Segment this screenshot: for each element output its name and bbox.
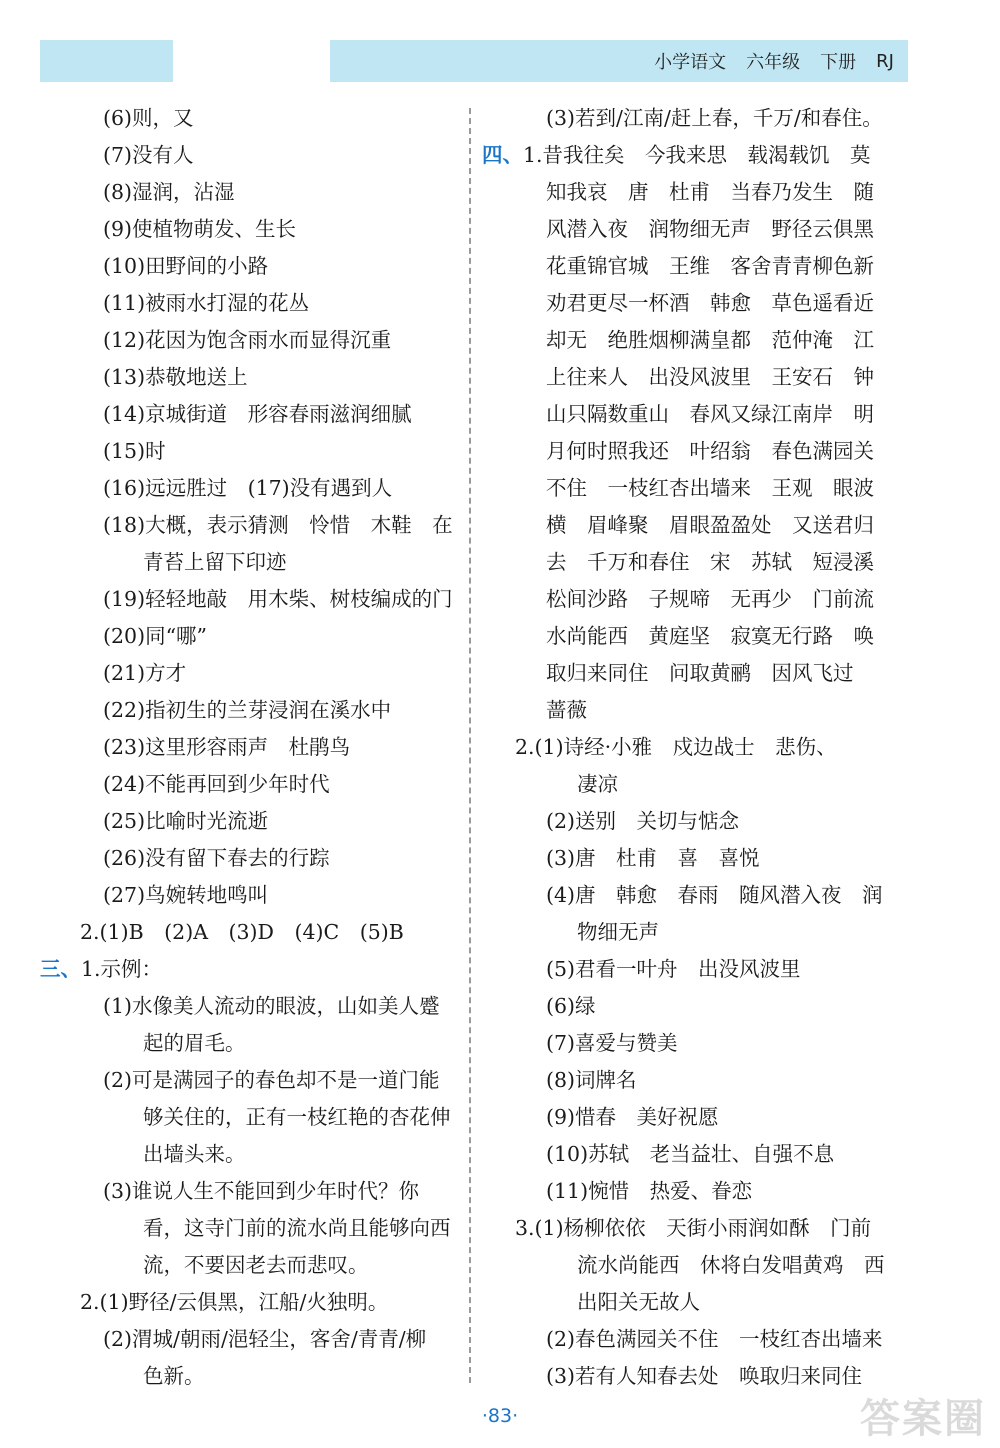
answer-text: 出阳关无故人: [577, 1290, 700, 1314]
answer-text: (6)则，又: [103, 106, 194, 130]
answer-text: 2.(1)诗经·小雅 戍边战士 悲伤、: [515, 735, 837, 759]
answer-text: 取归来同住 问取黄鹂 因风飞过: [546, 661, 854, 685]
answer-line: [40, 1247, 460, 1284]
answer-text: (13)恭敬地送上: [103, 365, 248, 389]
answer-line: [40, 581, 460, 618]
answer-text: 山只隔数重山 春风又绿江南岸 明: [546, 402, 874, 426]
answer-text: 3.(1)杨柳依依 天街小雨润如酥 门前: [515, 1216, 872, 1240]
answer-line: [482, 914, 912, 951]
answer-text: 月何时照我还 叶绍翁 春色满园关: [546, 439, 874, 463]
answer-line: [482, 396, 912, 433]
answer-line: [40, 1358, 460, 1395]
answer-line: [482, 1136, 912, 1173]
answer-line: [40, 1210, 460, 1247]
answer-text: (9)使植物萌发、生长: [103, 217, 297, 241]
answer-line: [482, 507, 912, 544]
answer-text: (21)方才: [103, 661, 187, 685]
answer-text: 上往来人 出没风波里 王安石 钟: [546, 365, 874, 389]
answer-line: [40, 1099, 460, 1136]
answer-text: (10)苏轼 老当益壮、自强不息: [546, 1142, 835, 1166]
answer-line: [482, 1247, 912, 1284]
answer-text: 凄凉: [577, 772, 618, 796]
answer-text: 花重锦官城 王维 客舍青青柳色新: [546, 254, 874, 278]
answer-text: 出墙头来。: [143, 1142, 246, 1166]
answer-line: [482, 100, 912, 137]
answer-line: [40, 396, 460, 433]
answer-text: 横 眉峰聚 眉眼盈盈处 又送君归: [546, 513, 874, 537]
answer-text: (27)鸟婉转地鸣叫: [103, 883, 269, 907]
right-column: [482, 100, 912, 1395]
header-subject: 小学语文: [654, 52, 727, 73]
answer-text: (7)没有人: [103, 143, 194, 167]
answer-text: (10)田野间的小路: [103, 254, 269, 278]
column-divider: [469, 108, 471, 1383]
answer-text: (6)绿: [546, 994, 596, 1018]
answer-line: [40, 951, 460, 988]
answer-text: 去 千万和春住 宋 苏轼 短浸溪: [546, 550, 874, 574]
answer-text: 色新。: [143, 1364, 205, 1388]
answer-line: [40, 655, 460, 692]
answer-line: [482, 1284, 912, 1321]
answer-line: [40, 359, 460, 396]
answer-text: 蔷薇: [546, 698, 587, 722]
header-band: [330, 40, 908, 82]
answer-line: [40, 470, 460, 507]
answer-line: [40, 137, 460, 174]
answer-text: 流水尚能西 休将白发唱黄鸡 西: [577, 1253, 885, 1277]
answer-line: [482, 1210, 912, 1247]
answer-line: [482, 581, 912, 618]
answer-text: (7)喜爱与赞美: [546, 1031, 678, 1055]
answer-text: (3)谁说人生不能回到少年时代？你: [103, 1179, 420, 1203]
answer-line: [482, 988, 912, 1025]
section-number: 四、: [482, 143, 523, 167]
answer-line: [40, 1173, 460, 1210]
answer-line: [40, 544, 460, 581]
answer-line: [482, 729, 912, 766]
answer-text: (26)没有留下春去的行踪: [103, 846, 330, 870]
answer-text: (3)唐 杜甫 喜 喜悦: [546, 846, 760, 870]
answer-line: [482, 655, 912, 692]
answer-line: [40, 1321, 460, 1358]
answer-text: 劝君更尽一杯酒 韩愈 草色遥看近: [546, 291, 874, 315]
answer-line: [40, 877, 460, 914]
answer-line: [40, 507, 460, 544]
answer-text: 青苔上留下印迹: [143, 550, 287, 574]
answer-line: [40, 174, 460, 211]
answer-line: [40, 1136, 460, 1173]
answer-line: [482, 766, 912, 803]
answer-line: [40, 322, 460, 359]
answer-text: 起的眉毛。: [143, 1031, 246, 1055]
answer-line: [482, 248, 912, 285]
answer-text: (20)同“哪”: [103, 624, 208, 648]
answer-line: [482, 1173, 912, 1210]
answer-text: (14)京城街道 形容春雨滋润细腻: [103, 402, 412, 426]
answer-line: [482, 1025, 912, 1062]
watermark-logo: 答案圈: [860, 1396, 986, 1442]
answer-text: (15)时: [103, 439, 166, 463]
answer-text: (16)远远胜过 (17)没有遇到人: [103, 476, 393, 500]
answer-text: 1.示例：: [81, 957, 163, 981]
answer-text: 水尚能西 黄庭坚 寂寞无行路 唤: [546, 624, 874, 648]
answer-text: (8)湿润，沾湿: [103, 180, 235, 204]
header-volume: 下册: [820, 52, 857, 73]
header-grade: 六年级: [746, 52, 801, 73]
header-band-left: [40, 40, 173, 82]
answer-line: [482, 803, 912, 840]
page-number: ·83·: [481, 1405, 519, 1427]
answer-line: [482, 470, 912, 507]
answer-line: [482, 618, 912, 655]
answer-text: (19)轻轻地敲 用木柴、树枝编成的门: [103, 587, 453, 611]
answer-text: (3)若到/江南/赶上春，千万/和春住。: [546, 106, 883, 130]
answer-text: 流，不要因老去而悲叹。: [143, 1253, 369, 1277]
answer-line: [482, 877, 912, 914]
answer-text: 物细无声: [577, 920, 659, 944]
answer-text: (3)若有人知春去处 唤取归来同住: [546, 1364, 863, 1388]
answer-text: (1)水像美人流动的眼波，山如美人蹙: [103, 994, 440, 1018]
answer-text: (2)可是满园子的春色却不是一道门能: [103, 1068, 440, 1092]
answer-text: 够关住的，正有一枝红艳的杏花伸: [143, 1105, 451, 1129]
answer-text: (24)不能再回到少年时代: [103, 772, 330, 796]
answer-text: (8)词牌名: [546, 1068, 637, 1092]
answer-text: 2.(1)野径/云俱黑，江船/火独明。: [80, 1290, 389, 1314]
answer-text: (9)惜春 美好祝愿: [546, 1105, 719, 1129]
answer-text: (25)比喻时光流逝: [103, 809, 269, 833]
answer-text: 1.昔我往矣 今我来思 载渴载饥 莫: [523, 143, 871, 167]
answer-line: [40, 988, 460, 1025]
answer-text: (11)被雨水打湿的花丛: [103, 291, 310, 315]
answer-text: (18)大概，表示猜测 怜惜 木鞋 在: [103, 513, 453, 537]
answer-line: [40, 729, 460, 766]
answer-text: 2.(1)B (2)A (3)D (4)C (5)B: [80, 920, 404, 944]
answer-text: (12)花因为饱含雨水而显得沉重: [103, 328, 392, 352]
answer-line: [482, 1321, 912, 1358]
answer-line: [482, 359, 912, 396]
answer-line: [40, 211, 460, 248]
answer-line: [40, 618, 460, 655]
answer-line: [482, 1062, 912, 1099]
answer-line: [40, 248, 460, 285]
answer-line: [482, 544, 912, 581]
answer-line: [482, 692, 912, 729]
answer-line: [40, 433, 460, 470]
answer-line: [482, 285, 912, 322]
answer-line: [40, 692, 460, 729]
section-number: 三、: [40, 957, 81, 981]
answer-line: [482, 433, 912, 470]
answer-line: [482, 322, 912, 359]
answer-line: [40, 1062, 460, 1099]
left-column: [40, 100, 460, 1395]
header-edition: RJ: [876, 50, 894, 72]
answer-line: [40, 840, 460, 877]
answer-text: 知我哀 唐 杜甫 当春乃发生 随: [546, 180, 874, 204]
answer-line: [40, 803, 460, 840]
answer-line: [40, 100, 460, 137]
answer-line: [482, 840, 912, 877]
answer-line: [482, 174, 912, 211]
answer-text: 却无 绝胜烟柳满皇都 范仲淹 江: [546, 328, 874, 352]
answer-line: [40, 1284, 460, 1321]
answer-line: [482, 211, 912, 248]
answer-text: 不住 一枝红杏出墙来 王观 眼波: [546, 476, 874, 500]
answer-line: [40, 285, 460, 322]
answer-line: [482, 137, 912, 174]
answer-text: (11)惋惜 热爱、眷恋: [546, 1179, 753, 1203]
answer-text: 看，这寺门前的流水尚且能够向西: [143, 1216, 451, 1240]
answer-text: (2)送别 关切与惦念: [546, 809, 740, 833]
answer-text: 风潜入夜 润物细无声 野径云俱黑: [546, 217, 874, 241]
answer-text: 松间沙路 子规啼 无再少 门前流: [546, 587, 874, 611]
answer-line: [40, 766, 460, 803]
answer-text: (4)唐 韩愈 春雨 随风潜入夜 润: [546, 883, 883, 907]
answer-text: (23)这里形容雨声 杜鹃鸟: [103, 735, 351, 759]
answer-line: [482, 1099, 912, 1136]
answer-text: (2)春色满园关不住 一枝红杏出墙来: [546, 1327, 883, 1351]
answer-text: (22)指初生的兰芽浸润在溪水中: [103, 698, 392, 722]
answer-text: (2)渭城/朝雨/浥轻尘，客舍/青青/柳: [103, 1327, 427, 1351]
answer-line: [40, 1025, 460, 1062]
answer-line: [482, 1358, 912, 1395]
answer-line: [482, 951, 912, 988]
answer-line: [40, 914, 460, 951]
answer-text: (5)君看一叶舟 出没风波里: [546, 957, 801, 981]
